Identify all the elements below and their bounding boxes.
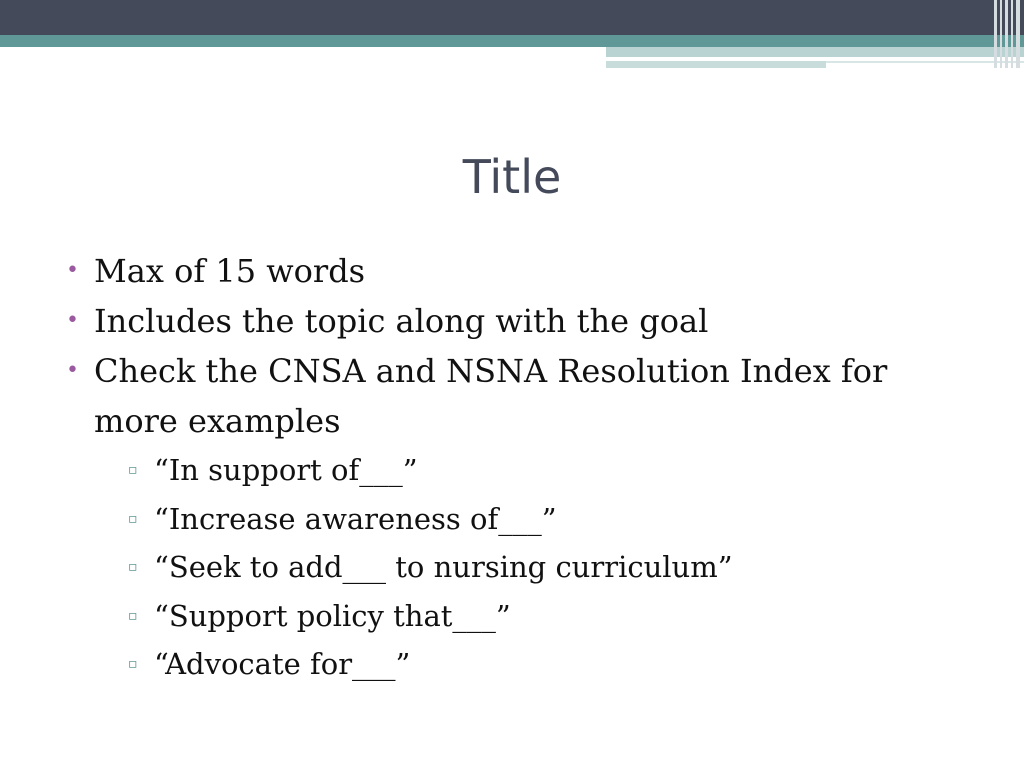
list-item: [66, 296, 966, 346]
square-bullet-icon: ▫: [128, 510, 138, 527]
bullet-text: Max of 15 words: [94, 252, 366, 290]
header-dark-band: [0, 0, 1024, 35]
header-accent-line: [606, 61, 826, 68]
header-teal-band: [0, 35, 1024, 47]
sub-bullet-text: “Advocate for___”: [154, 647, 411, 681]
bullet-dot-icon: •: [66, 358, 79, 383]
square-bullet-icon: ▫: [128, 462, 138, 478]
sub-bullet-text: “Seek to add___ to nursing curriculum”: [154, 550, 733, 584]
bullet-list: [66, 246, 966, 689]
sub-bullet-text: “Increase awareness of___”: [154, 501, 557, 536]
list-item: [66, 246, 966, 296]
bullet-text: Includes the topic along with the goal: [94, 302, 709, 340]
header-accent-line: [606, 57, 948, 59]
sub-bullet-text: “In support of___”: [154, 453, 418, 487]
square-bullet-icon: ▫: [128, 607, 138, 624]
sub-bullet-list: [94, 446, 966, 689]
square-bullet-icon: ▫: [128, 656, 138, 672]
sub-bullet-text: “Support policy that___”: [154, 598, 511, 633]
bullet-dot-icon: •: [66, 308, 79, 333]
list-item: [94, 543, 966, 592]
list-item: [94, 640, 966, 689]
list-item: [94, 592, 966, 641]
bullet-text: Check the CNSA and NSNA Resolution Index for more examples: [94, 352, 888, 440]
slide-body: [66, 246, 966, 689]
list-item: [94, 495, 966, 544]
header-light-band: [606, 47, 1024, 57]
list-item: [66, 346, 966, 689]
header-corner-stripes: [994, 0, 1024, 68]
list-item: [94, 446, 966, 495]
square-bullet-icon: ▫: [128, 559, 138, 575]
slide-title: Title: [462, 150, 562, 204]
bullet-dot-icon: •: [66, 258, 79, 283]
